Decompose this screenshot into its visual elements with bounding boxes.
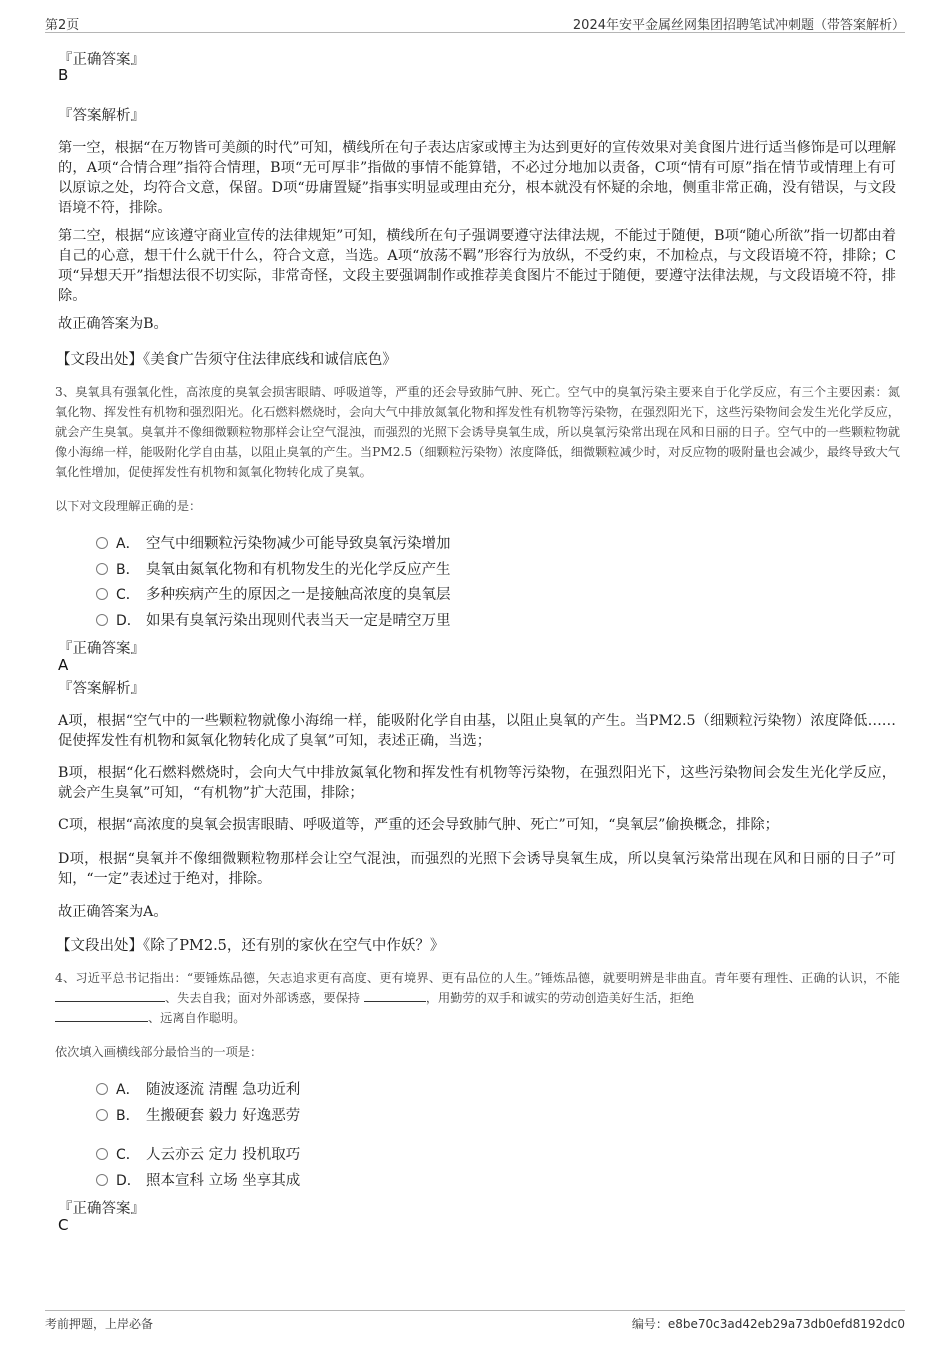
- q3-option-b[interactable]: B． 臭氧由氮氧化物和有机物发生的光化学反应产生: [96, 558, 451, 580]
- radio-button-icon[interactable]: [96, 1148, 108, 1160]
- radio-button-icon[interactable]: [96, 537, 108, 549]
- q3-answer: A: [58, 656, 69, 674]
- correct-answer-label: 『正确答案』: [58, 1201, 145, 1217]
- q3-conclusion: 故正确答案为A。: [58, 904, 168, 920]
- q4-question: 依次填入画横线部分最恰当的一项是：: [55, 1045, 263, 1059]
- correct-answer-label: 『正确答案』: [58, 52, 145, 68]
- q4-option-a[interactable]: A． 随波逐流 清醒 急功近利: [96, 1078, 300, 1100]
- q4-stem: 4、习近平总书记指出：“要锤炼品德，矢志追求更有高度、更有境界、更有品位的人生。”锤炼品德，就要明辨是非曲直。青年要有理性、正确的认识，不能 、失去自我；面对外部诱惑，要保持 ，用勤劳的双手和诚实的劳动创造美好生活，拒绝 、远离自作聪明。: [55, 971, 900, 1025]
- q3-analysis-paragraph: C项，根据“高浓度的臭氧会损害眼睛、呼吸道等，严重的还会导致肺气肿、死亡”可知，“臭氧层”偷换概念，排除；: [58, 817, 779, 833]
- page-header: [45, 12, 905, 33]
- page-number: 第2页: [45, 18, 80, 33]
- q4-option-c[interactable]: C． 人云亦云 定力 投机取巧: [96, 1143, 300, 1165]
- q3-stem: 3、臭氧具有强氧化性，高浓度的臭氧会损害眼睛、呼吸道等，严重的还会导致肺气肿、死亡。空气中的臭氧污染主要来自于化学反应，有三个主要因素：氮氧化物、挥发性有机物和强烈阳光。化石燃料燃烧时，会向大气中排放氮氧化物和挥发性有机物等污染物，在强烈阳光下，这些污染物间会发生光化学反应，就会产生臭氧。臭氧并不像细微颗粒物那样会让空气混浊，而强烈的光照下会诱导臭氧生成，所以臭氧污染常出现在风和日丽的日子。空气中的一些颗粒物就像小海绵一样，能吸附化学自由基，以阻止臭氧的产生。当PM2.5（细颗粒污染物）浓度降低，细微颗粒减少时，对反应物的吸附量也会减少，最终导致大气氧化性增加，促使挥发性有机物和氮氧化物转化成了臭氧。: [55, 385, 900, 479]
- radio-button-icon[interactable]: [96, 588, 108, 600]
- fill-blank-1: [55, 989, 165, 1002]
- q3-option-a[interactable]: A． 空气中细颗粒污染物减少可能导致臭氧污染增加: [96, 532, 451, 554]
- q2-conclusion: 故正确答案为B。: [58, 316, 168, 332]
- q3-analysis-paragraph: D项，根据“臭氧并不像细微颗粒物那样会让空气混浊，而强烈的光照下会诱导臭氧生成，所以臭氧污染常出现在风和日丽的日子”可知，“一定”表述过于绝对，排除。: [58, 851, 896, 887]
- analysis-label: 『答案解析』: [58, 108, 145, 124]
- page-footer: [45, 1310, 905, 1333]
- fill-blank-3: [55, 1009, 148, 1022]
- q2-analysis-paragraph: 第二空，根据“应该遵守商业宣传的法律规矩”可知，横线所在句子强调要遵守法律法规，不能过于随便，B项“随心所欲”指一切都由着自己的心意，想干什么就干什么，符合文意，当选。A项“放荡不羁”形容行为放纵，不受约束，不加检点，与文段语境不符，排除；C项“异想天开”指想法很不切实际，非常奇怪，文段主要强调制作或推荐美食图片不能过于随便，要遵守法律法规，与文段语境不符，排除。: [58, 228, 896, 304]
- footer-note: 考前押题，上岸必备: [45, 1317, 154, 1331]
- q3-option-d[interactable]: D． 如果有臭氧污染出现则代表当天一定是晴空万里: [96, 609, 451, 631]
- q4-answer: C: [58, 1216, 69, 1234]
- radio-button-icon[interactable]: [96, 614, 108, 626]
- fill-blank-2: [364, 989, 426, 1002]
- radio-button-icon[interactable]: [96, 1083, 108, 1095]
- q2-analysis-paragraph: 第一空，根据“在万物皆可美颜的时代”可知，横线所在句子表达店家或博主为达到更好的宣传效果对美食图片进行适当修饰是可以理解的，A项“合情合理”指符合情理，B项“无可厚非”指做的事情不能算错，不必过分地加以责备，C项“情有可原”指在情节或情理上有可以原谅之处，均符合文意，保留。D项“毋庸置疑”指事实明显或理由充分，根本就没有怀疑的余地，侧重非常正确，没有错误，与文段语境不符，排除。: [58, 140, 896, 216]
- q3-source: 【文段出处】《除了PM2.5，还有别的家伙在空气中作妖？》: [56, 938, 445, 954]
- q4-option-d[interactable]: D． 照本宣科 立场 坐享其成: [96, 1169, 300, 1191]
- document-code: 编号：e8be70c3ad42eb29a73db0efd8192dc0: [631, 1317, 905, 1331]
- q3-analysis-paragraph: B项，根据“化石燃料燃烧时，会向大气中排放氮氧化物和挥发性有机物等污染物，在强烈阳光下，这些污染物间会发生光化学反应，就会产生臭氧”可知，“有机物”扩大范围，排除；: [58, 765, 896, 801]
- q3-analysis-paragraph: A项，根据“空气中的一些颗粒物就像小海绵一样，能吸附化学自由基，以阻止臭氧的产生。当PM2.5（细颗粒污染物）浓度降低……促使挥发性有机物和氮氧化物转化成了臭氧”可知，表述正确，当选；: [58, 713, 896, 749]
- q2-answer: B: [58, 66, 69, 84]
- analysis-label: 『答案解析』: [58, 681, 145, 697]
- q4-option-b[interactable]: B． 生搬硬套 毅力 好逸恶劳: [96, 1104, 300, 1126]
- q2-source: 【文段出处】《美食广告须守住法律底线和诚信底色》: [56, 352, 397, 368]
- radio-button-icon[interactable]: [96, 1174, 108, 1186]
- radio-button-icon[interactable]: [96, 1109, 108, 1121]
- document-title: 2024年安平金属丝网集团招聘笔试冲刺题（带答案解析）: [572, 18, 905, 33]
- radio-button-icon[interactable]: [96, 563, 108, 575]
- q3-option-c[interactable]: C． 多种疾病产生的原因之一是接触高浓度的臭氧层: [96, 583, 451, 605]
- correct-answer-label: 『正确答案』: [58, 641, 145, 657]
- q3-question: 以下对文段理解正确的是：: [55, 499, 202, 513]
